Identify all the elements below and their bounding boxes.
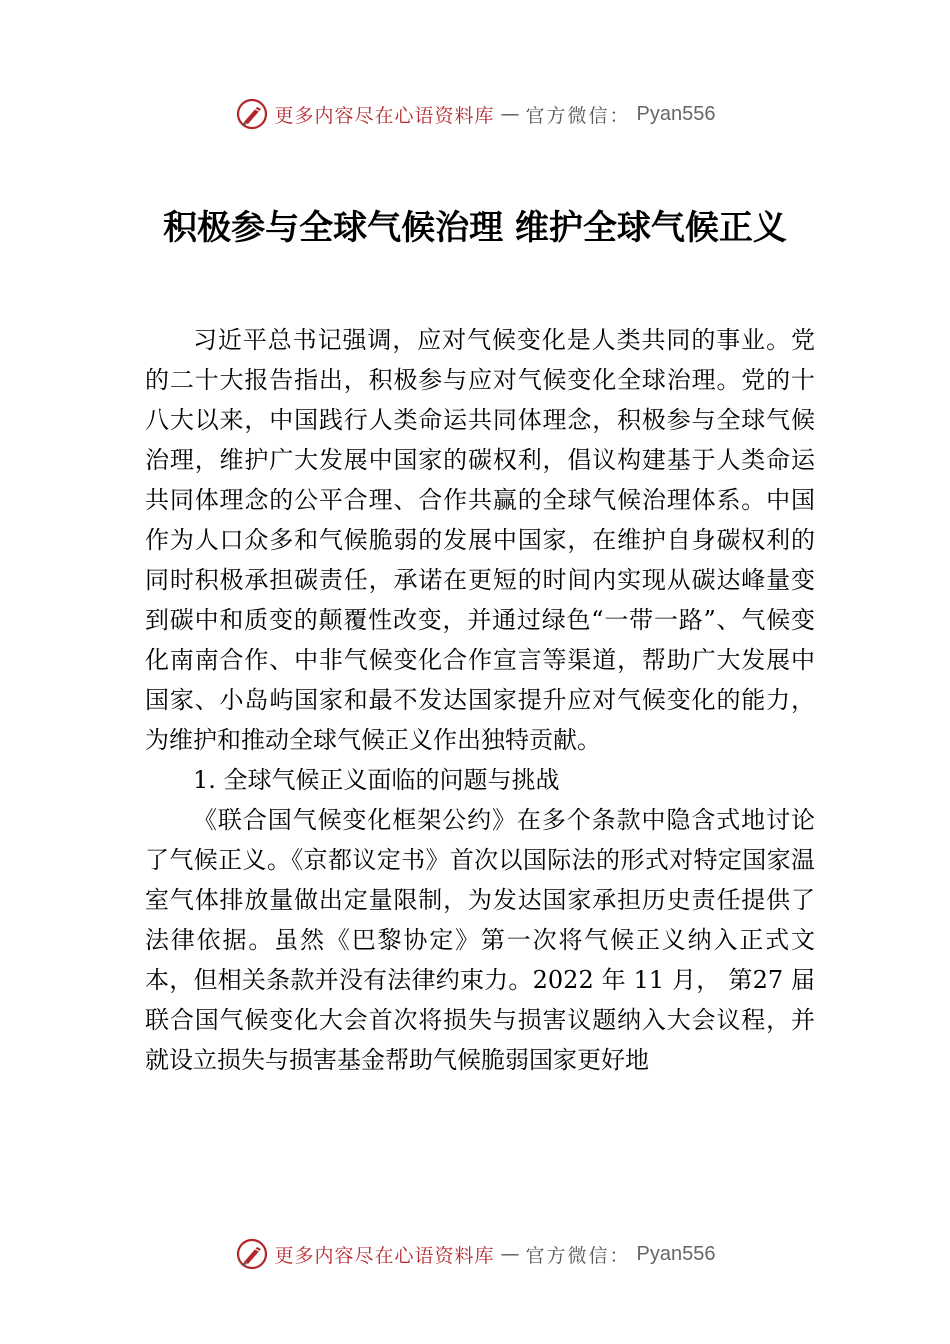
header-banner [0, 94, 950, 134]
banner-separator: — [500, 103, 520, 125]
banner-separator: — [500, 1243, 520, 1265]
banner-wechat-label: 官方微信： [525, 1244, 631, 1267]
banner-text: 更多内容尽在心语资料库 [274, 1244, 495, 1267]
footer-banner [0, 1234, 950, 1274]
section-heading-1: 1. 全球气候正义面临的问题与挑战 [193, 766, 560, 794]
paragraph-intro: 习近平总书记强调，应对气候变化是人类共同的事业。党的二十大报告指出，积极参与应对气候变化全球治理。党的十八大以来，中国践行人类命运共同体理念，积极参与全球气候治理，维护广大发展中国家的碳权利，倡议构建基于人类命运共同体理念的公平合理、合作共赢的全球气候治理体系。中国作为人口众多和气候脆弱的发展中国家，在维护自身碳权利的同时积极承担碳责任，承诺在更短的时间内实现从碳达峰量变到碳中和质变的颠覆性改变，并通过绿色“一带一路”、气候变化南南合作、中非气候变化合作宣言等渠道，帮助广大发展中国家、小岛屿国家和最不发达国家提升应对气候变化的能力，为维护和推动全球气候正义作出独特贡献。 [145, 326, 815, 754]
document-title: 积极参与全球气候治理 维护全球气候正义 [163, 208, 787, 248]
banner-text: 更多内容尽在心语资料库 [274, 104, 495, 127]
banner-wechat-label: 官方微信： [525, 104, 631, 127]
pen-logo-icon [235, 1237, 269, 1271]
banner-wechat-id: Pyan556 [636, 1242, 716, 1265]
pen-logo-icon [235, 97, 269, 131]
paragraph-section-1: 《联合国气候变化框架公约》在多个条款中隐含式地讨论了气候正义。《京都议定书》首次以国际法的形式对特定国家温室气体排放量做出定量限制，为发达国家承担历史责任提供了法律依据。虽然《巴黎协定》第一次将气候正义纳入正式文本，但相关条款并没有法律约束力。2022 年 11 月， 第27 届联合国气候变化大会首次将损失与损害议题纳入大会议程，并就设立损失与损害基金帮助气候脆弱国家更好地 [145, 806, 815, 1074]
banner-wechat-id: Pyan556 [636, 102, 716, 125]
document-body [145, 320, 815, 1080]
